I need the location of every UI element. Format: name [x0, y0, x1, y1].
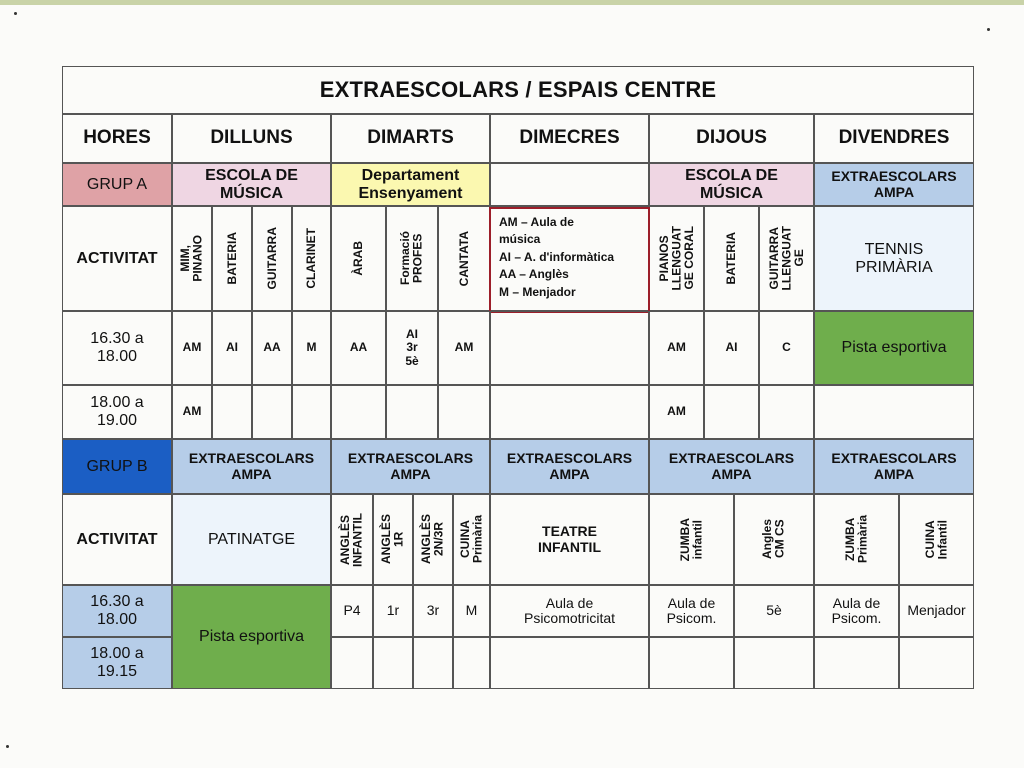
empty-cell: [292, 385, 331, 439]
empty-cell: [814, 385, 974, 439]
room-cell: AA: [331, 311, 386, 385]
activity-cell: [386, 206, 438, 311]
room-cell: AA: [252, 311, 292, 385]
room-cell: AI 3r 5è: [386, 311, 438, 385]
activity-angles-infantil: ANGLÈS INFANTIL: [338, 512, 365, 567]
activity-cell: [331, 206, 386, 311]
activity-cell: [899, 494, 974, 585]
header-dijous: DIJOUS: [649, 114, 814, 163]
activity-cuina-infantil: CUINA Infantil: [922, 519, 950, 560]
activity-cell: [438, 206, 490, 311]
empty-cell: [331, 637, 373, 689]
empty-cell: [373, 637, 413, 689]
activity-cell: [373, 494, 413, 585]
activity-arab: ÀRAB: [351, 241, 366, 276]
pista-esportiva-a: Pista esportiva: [814, 311, 974, 385]
empty-cell: [490, 637, 649, 689]
empty-cell: [438, 385, 490, 439]
grup-b-provider-dilluns: EXTRAESCOLARS AMPA: [172, 439, 331, 494]
empty-cell: [212, 385, 252, 439]
page-title: EXTRAESCOLARS / ESPAIS CENTRE: [62, 66, 974, 114]
room-cell: M: [292, 311, 331, 385]
grup-b-time-1: 16.30 a 18.00: [62, 585, 172, 637]
empty-cell: [252, 385, 292, 439]
room-cell: Menjador: [899, 585, 974, 637]
activity-bateria: BATERIA: [224, 232, 239, 285]
empty-cell: [899, 637, 974, 689]
activity-mim-pinano: MIM, PINANO: [178, 235, 205, 282]
room-cell: M: [453, 585, 490, 637]
grup-a-provider-divendres: EXTRAESCOLARS AMPA: [814, 163, 974, 206]
room-cell: 5è: [734, 585, 814, 637]
activity-cell: [212, 206, 252, 311]
activity-tennis-primaria: TENNIS PRIMÀRIA: [814, 206, 974, 311]
empty-cell: [331, 385, 386, 439]
activity-cell: [172, 206, 212, 311]
header-divendres: DIVENDRES: [814, 114, 974, 163]
activity-cell: [292, 206, 331, 311]
header-dimarts: DIMARTS: [331, 114, 490, 163]
activity-cell: [704, 206, 759, 311]
header-hores: HORES: [62, 114, 172, 163]
room-cell: AI: [704, 311, 759, 385]
room-cell: Aula de Psicom.: [649, 585, 734, 637]
activity-zumba-primaria: ZUMBA Primària: [842, 515, 870, 564]
activity-bateria: BATERIA: [724, 232, 739, 285]
activity-cell: [759, 206, 814, 311]
grup-b-provider-divendres: EXTRAESCOLARS AMPA: [814, 439, 974, 494]
grup-b-label: GRUP B: [62, 439, 172, 494]
activity-teatre-infantil: TEATRE INFANTIL: [490, 494, 649, 585]
grup-a-provider-dijous: ESCOLA DE MÚSICA: [649, 163, 814, 206]
activity-cell: [453, 494, 490, 585]
empty-cell: [814, 637, 899, 689]
room-cell: Aula de Psicomotricitat: [490, 585, 649, 637]
grup-a-label: GRUP A: [62, 163, 172, 206]
activity-guitarra: GUITARRA: [264, 227, 279, 290]
activity-guitarra-llenguatge: GUITARRA LLENGUAT GE: [766, 226, 806, 291]
activity-angles-cm-cs: Angles CM CS: [760, 519, 787, 560]
activity-cell: [252, 206, 292, 311]
activity-angles-2n3r: ANGLÈS 2N/3R: [419, 514, 446, 565]
grup-a-time-2: 18.00 a 19.00: [62, 385, 172, 439]
room-cell: AM: [172, 385, 212, 439]
empty-cell: [759, 385, 814, 439]
grup-a-provider-dimarts: Departament Ensenyament: [331, 163, 490, 206]
activity-cell: [734, 494, 814, 585]
activity-pianos-coral: PIANOS LLENGUAT GE CORAL: [656, 226, 696, 291]
empty-cell: [386, 385, 438, 439]
grup-a-time-1: 16.30 a 18.00: [62, 311, 172, 385]
empty-cell: [413, 637, 453, 689]
grup-a-provider-dilluns: ESCOLA DE MÚSICA: [172, 163, 331, 206]
room-cell: AM: [438, 311, 490, 385]
grup-a-provider-dimecres: [490, 163, 649, 206]
room-cell: Aula de Psicom.: [814, 585, 899, 637]
empty-cell: [649, 637, 734, 689]
activity-cell: [814, 494, 899, 585]
room-cell: AM: [172, 311, 212, 385]
activity-cell: [649, 206, 704, 311]
activity-cuina-primaria: CUINA Primària: [457, 515, 485, 564]
grup-b-provider-dijous: EXTRAESCOLARS AMPA: [649, 439, 814, 494]
header-dimecres: DIMECRES: [490, 114, 649, 163]
grup-b-time-2: 18.00 a 19.15: [62, 637, 172, 689]
activity-angles-1r: ANGLÈS 1R: [379, 514, 406, 565]
grup-a-activitat-label: ACTIVITAT: [62, 206, 172, 311]
pista-esportiva-b: Pista esportiva: [172, 585, 331, 689]
empty-cell: [490, 311, 649, 385]
activity-cell: [649, 494, 734, 585]
empty-cell: [704, 385, 759, 439]
grup-b-activitat-label: ACTIVITAT: [62, 494, 172, 585]
activity-cell: [331, 494, 373, 585]
room-cell: 3r: [413, 585, 453, 637]
room-cell: AI: [212, 311, 252, 385]
empty-cell: [453, 637, 490, 689]
activity-formacio-profes: Formació PROFES: [398, 231, 425, 286]
activity-zumba-infantil: ZUMBA infantil: [677, 517, 705, 562]
activity-cell: [413, 494, 453, 585]
room-cell: 1r: [373, 585, 413, 637]
room-cell: P4: [331, 585, 373, 637]
room-cell: C: [759, 311, 814, 385]
grup-b-provider-dimecres: EXTRAESCOLARS AMPA: [490, 439, 649, 494]
room-cell: AM: [649, 385, 704, 439]
activity-clarinet: CLARINET: [304, 228, 319, 289]
empty-cell: [490, 385, 649, 439]
room-cell: AM: [649, 311, 704, 385]
activity-cantata: CANTATA: [456, 230, 471, 287]
header-dilluns: DILLUNS: [172, 114, 331, 163]
activity-patinatge: PATINATGE: [172, 494, 331, 585]
room-legend: AM – Aula de música AI – A. d'informàtica AA – Anglès M – Menjador: [489, 207, 650, 313]
empty-cell: [734, 637, 814, 689]
grup-b-provider-dimarts: EXTRAESCOLARS AMPA: [331, 439, 490, 494]
